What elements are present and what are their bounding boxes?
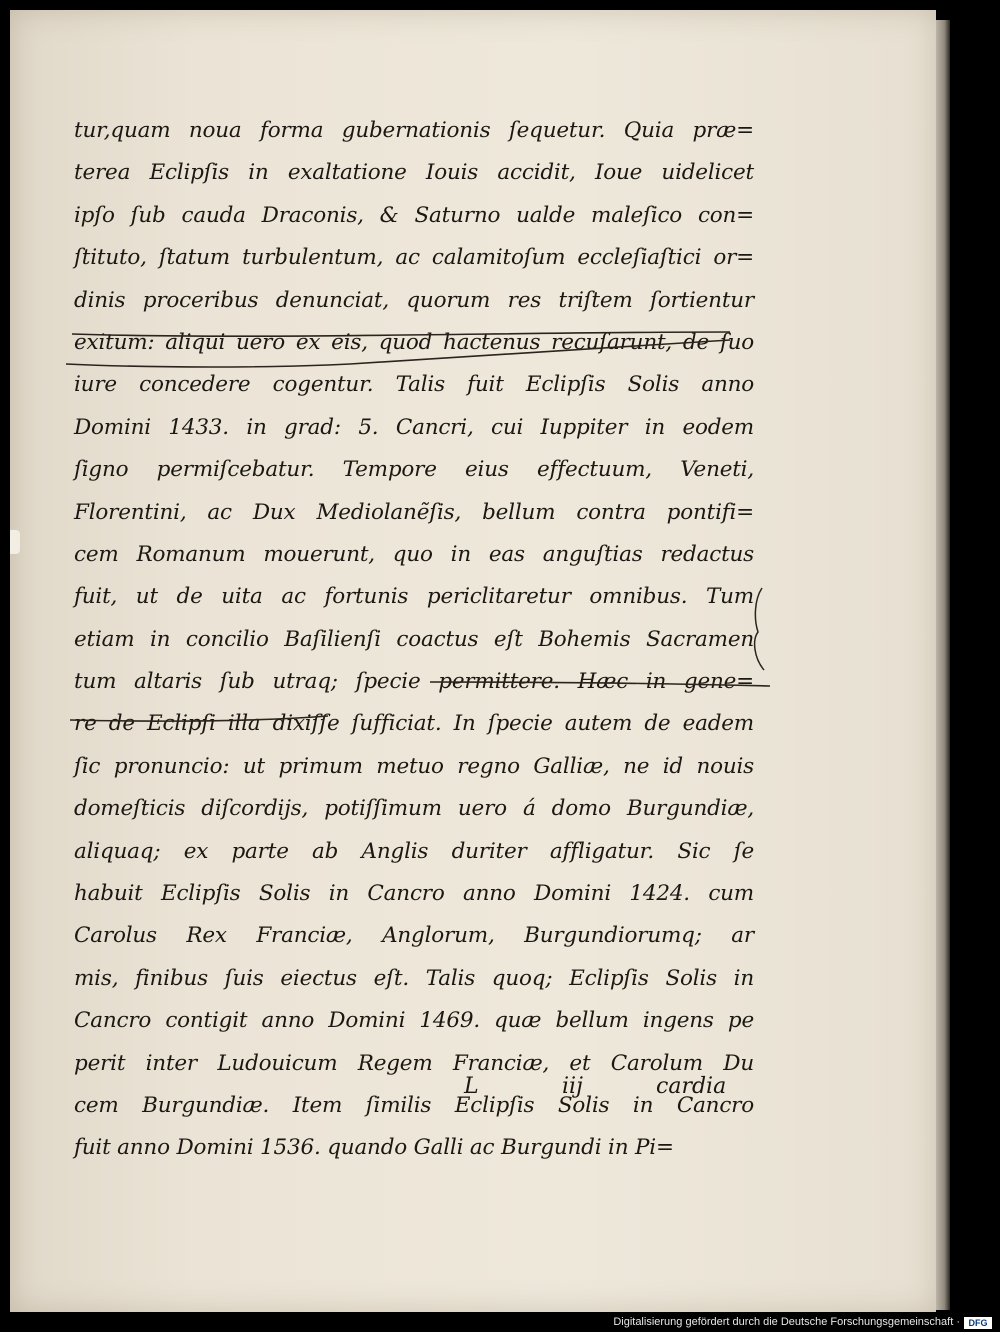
text-line: ſtituto, ſtatum turbulentum, ac calamitoſum eccleſiaſtici or= [74, 245, 754, 271]
text-line: habuit Eclipſis Solis in Cancro anno Domini 1424. cum [74, 881, 754, 907]
underline-mark [70, 716, 328, 721]
book-page [10, 10, 936, 1312]
text-line: ſigno permiſcebatur. Tempore eius effectuum, Veneti, [74, 457, 754, 483]
text-line: etiam in concilio Baſilienſi coactus eſt Bohemis Sacramen [74, 626, 754, 652]
dfg-logo: DFG [964, 1317, 992, 1329]
text-line: terea Eclipſis in exaltatione Iouis accidit, Ioue uidelicet [74, 160, 754, 186]
signature-number: iij [562, 1074, 583, 1099]
signature-letter: L [464, 1074, 479, 1099]
text-line: mis, finibus ſuis eiectus eſt. Talis quoq; Eclipſis Solis in [74, 965, 754, 991]
signature-line [74, 1068, 754, 1110]
text-line: cem Burgundiæ. Item ſimilis Eclipſis Solis in Cancro [74, 1092, 754, 1118]
page-edge [936, 20, 950, 1310]
text-line: Florentini, ac Dux Mediolanẽſis, bellum contra pontifi= [74, 499, 754, 525]
text-line: perit inter Ludouicum Regem Franciæ, et Carolum Du [74, 1050, 754, 1076]
text-line: ipſo ſub cauda Draconis, & Saturno ualde maleſico con= [74, 202, 754, 228]
text-line: fuit, ut de uita ac fortunis periclitaretur omnibus. Tum [74, 584, 754, 610]
text-line: domeſticis diſcordijs, potiſſimum uero á domo Burgundiæ, [74, 796, 754, 822]
underline-mark [430, 682, 770, 686]
text-line: Cancro contigit anno Domini 1469. quæ bellum ingens pe [74, 1008, 754, 1034]
text-line: ſic pronuncio: ut primum metuo regno Galliæ, ne id nouis [74, 753, 754, 779]
handwritten-underlines [10, 10, 936, 1312]
catchword: cardia [656, 1074, 727, 1099]
text-line: dinis proceribus denunciat, quorum res triſtem ſortientur [74, 287, 754, 313]
text-line: exitum: aliqui uero ex eis, quod hactenus recuſarunt, de ſuo [74, 329, 754, 355]
text-line: Domini 1433. in grad: 5. Cancri, cui Iuppiter in eodem [74, 414, 754, 440]
underline-mark [72, 332, 730, 336]
text-line: tum altaris ſub utraq; ſpecie permittere. Hæc in gene= [74, 669, 754, 695]
text-line: aliquaq; ex parte ab Anglis duriter affligatur. Sic ſe [74, 838, 754, 864]
footer-credit: Digitalisierung gefördert durch die Deutsche Forschungsgemeinschaft · [613, 1316, 960, 1328]
text-line: tur,quam noua forma gubernationis ſequetur. Quia præ= [74, 118, 754, 143]
footer [0, 1314, 1000, 1332]
text-line: Carolus Rex Franciæ, Anglorum, Burgundiorumq; ar [74, 923, 754, 949]
text-line: cem Romanum mouerunt, quo in eas anguſtias redactus [74, 541, 754, 567]
text-line: re de Eclipſi illa dixiſſe ſufficiat. In ſpecie autem de eadem [74, 711, 754, 737]
margin-bracket [755, 588, 764, 670]
text-line: fuit anno Domini 1536. quando Galli ac Burgundi in Pi= [74, 1135, 674, 1161]
text-line: iure concedere cogentur. Talis fuit Eclipſis Solis anno [74, 372, 754, 398]
underline-mark [66, 340, 730, 367]
